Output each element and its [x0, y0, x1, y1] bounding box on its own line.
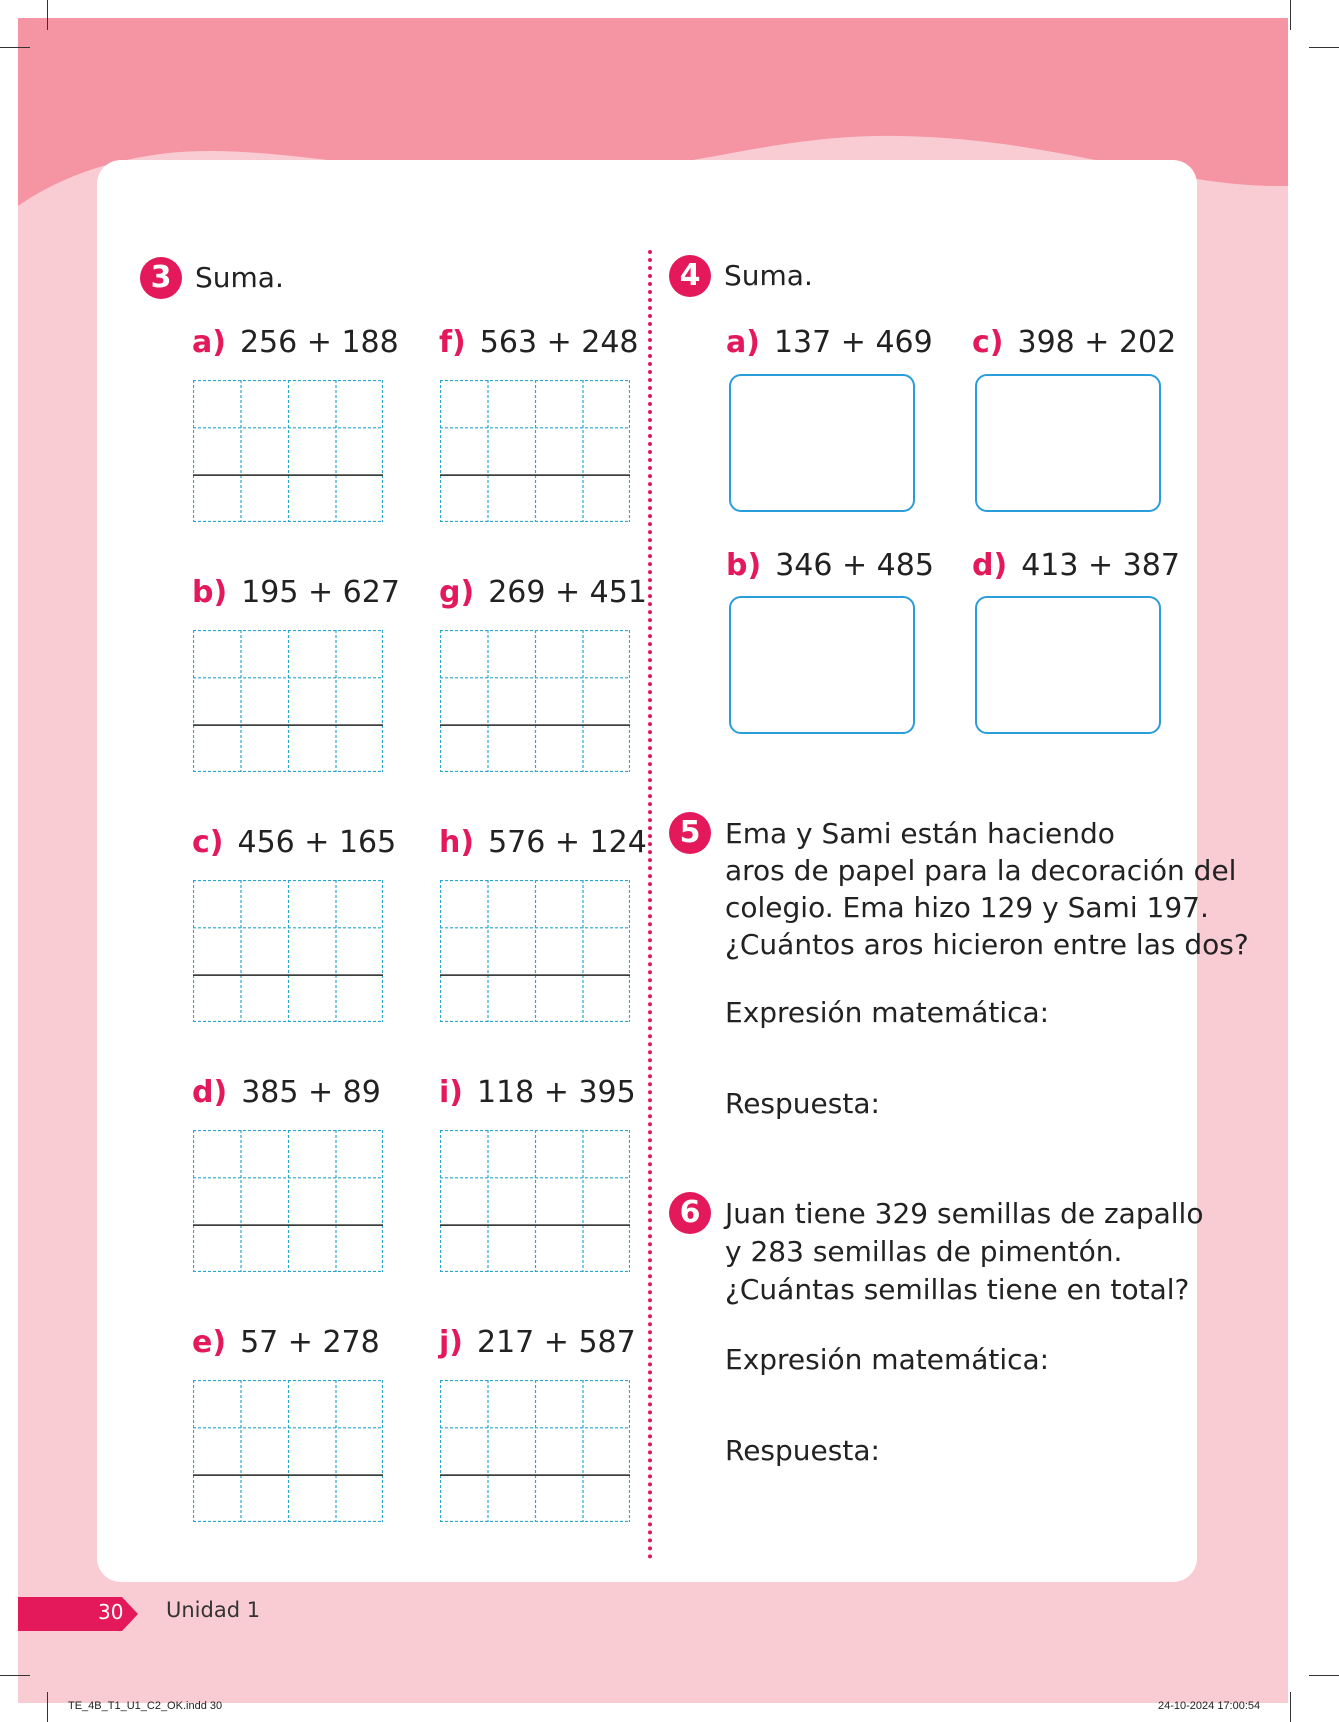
statement-line: colegio. Ema hizo 129 y Sami 197.	[725, 891, 1209, 924]
page-number: 30	[98, 1600, 124, 1624]
item-label: c)	[972, 325, 1004, 360]
item-label: a)	[726, 325, 760, 360]
exercise-3-item	[192, 1325, 380, 1360]
statement-line: ¿Cuántas semillas tiene en total?	[725, 1273, 1190, 1306]
answer-label: Respuesta:	[725, 1434, 880, 1467]
addition-grid[interactable]	[193, 1380, 383, 1522]
answer-box[interactable]	[729, 596, 915, 734]
item-expression: 195 + 627	[241, 575, 400, 610]
statement-line: aros de papel para la decoración del	[725, 854, 1237, 887]
item-expression: 256 + 188	[239, 325, 399, 360]
answer-box[interactable]	[975, 374, 1161, 512]
item-label: d)	[972, 548, 1008, 583]
exercise-4-item	[726, 548, 934, 583]
crop-mark	[47, 1692, 48, 1722]
exercise-3-item	[439, 825, 647, 860]
addition-grid[interactable]	[440, 380, 630, 522]
answer-box[interactable]	[729, 374, 915, 512]
item-label: e)	[192, 1325, 227, 1360]
item-expression: 563 + 248	[479, 325, 639, 360]
item-expression: 385 + 89	[241, 1075, 381, 1110]
statement-line: ¿Cuántos aros hicieron entre las dos?	[725, 928, 1249, 961]
exercise-4-item	[972, 548, 1180, 583]
statement-line: y 283 semillas de pimentón.	[725, 1235, 1123, 1268]
exercise-3-item	[192, 1075, 381, 1110]
item-label: f)	[439, 325, 466, 360]
item-expression: 137 + 469	[773, 325, 933, 360]
item-label: d)	[192, 1075, 228, 1110]
exercise-3-item	[439, 325, 639, 360]
exercise-4-instruction: Suma.	[724, 259, 813, 292]
item-expression: 57 + 278	[240, 1325, 380, 1360]
item-expression: 456 + 165	[237, 825, 397, 860]
exercise-6-number: 6	[669, 1192, 711, 1234]
addition-grid[interactable]	[440, 1380, 630, 1522]
item-expression: 576 + 124	[488, 825, 647, 860]
crop-mark	[0, 47, 30, 48]
exercise-3-item	[192, 325, 399, 360]
exercise-3-item	[192, 825, 396, 860]
statement-line: Ema y Sami están haciendo	[725, 817, 1115, 850]
item-label: b)	[726, 548, 762, 583]
exercise-3-item	[439, 575, 647, 610]
exercise-3-item	[439, 1325, 636, 1360]
item-expression: 217 + 587	[477, 1325, 636, 1360]
print-timestamp: 24-10-2024 17:00:54	[1158, 1700, 1261, 1712]
addition-grid[interactable]	[193, 380, 383, 522]
item-expression: 398 + 202	[1017, 325, 1177, 360]
item-label: c)	[192, 825, 224, 860]
item-label: h)	[439, 825, 475, 860]
item-expression: 118 + 395	[477, 1075, 636, 1110]
crop-mark	[1309, 1675, 1339, 1676]
exercise-6-statement	[725, 1195, 1203, 1309]
item-label: a)	[192, 325, 226, 360]
expression-label: Expresión matemática:	[725, 996, 1050, 1029]
item-label: g)	[439, 575, 475, 610]
statement-line: Juan tiene 329 semillas de zapallo	[725, 1197, 1204, 1230]
exercise-4-item	[726, 325, 933, 360]
addition-grid[interactable]	[193, 1130, 383, 1272]
crop-mark	[1290, 0, 1291, 30]
exercise-3-item	[439, 1075, 636, 1110]
addition-grid[interactable]	[440, 880, 630, 1022]
item-expression: 269 + 451	[488, 575, 647, 610]
item-label: i)	[439, 1075, 463, 1110]
column-divider	[648, 250, 652, 1560]
addition-grid[interactable]	[440, 1130, 630, 1272]
file-slug: TE_4B_T1_U1_C2_OK.indd 30	[68, 1700, 223, 1712]
crop-mark	[1290, 1692, 1291, 1722]
addition-grid[interactable]	[193, 630, 383, 772]
answer-label: Respuesta:	[725, 1087, 880, 1120]
item-expression: 413 + 387	[1021, 548, 1180, 583]
item-label: j)	[439, 1325, 463, 1360]
item-expression: 346 + 485	[775, 548, 934, 583]
exercise-3-number: 3	[140, 257, 182, 299]
exercise-4-item	[972, 325, 1176, 360]
exercise-3-instruction: Suma.	[195, 261, 284, 294]
unit-label: Unidad 1	[166, 1598, 261, 1622]
addition-grid[interactable]	[440, 630, 630, 772]
crop-mark	[0, 1675, 30, 1676]
crop-mark	[47, 0, 48, 30]
exercise-4-number: 4	[669, 255, 711, 297]
expression-label: Expresión matemática:	[725, 1343, 1050, 1376]
exercise-3-item	[192, 575, 400, 610]
crop-mark	[1309, 47, 1339, 48]
answer-box[interactable]	[975, 596, 1161, 734]
item-label: b)	[192, 575, 228, 610]
addition-grid[interactable]	[193, 880, 383, 1022]
exercise-5-statement	[725, 815, 1249, 963]
exercise-5-number: 5	[669, 812, 711, 854]
